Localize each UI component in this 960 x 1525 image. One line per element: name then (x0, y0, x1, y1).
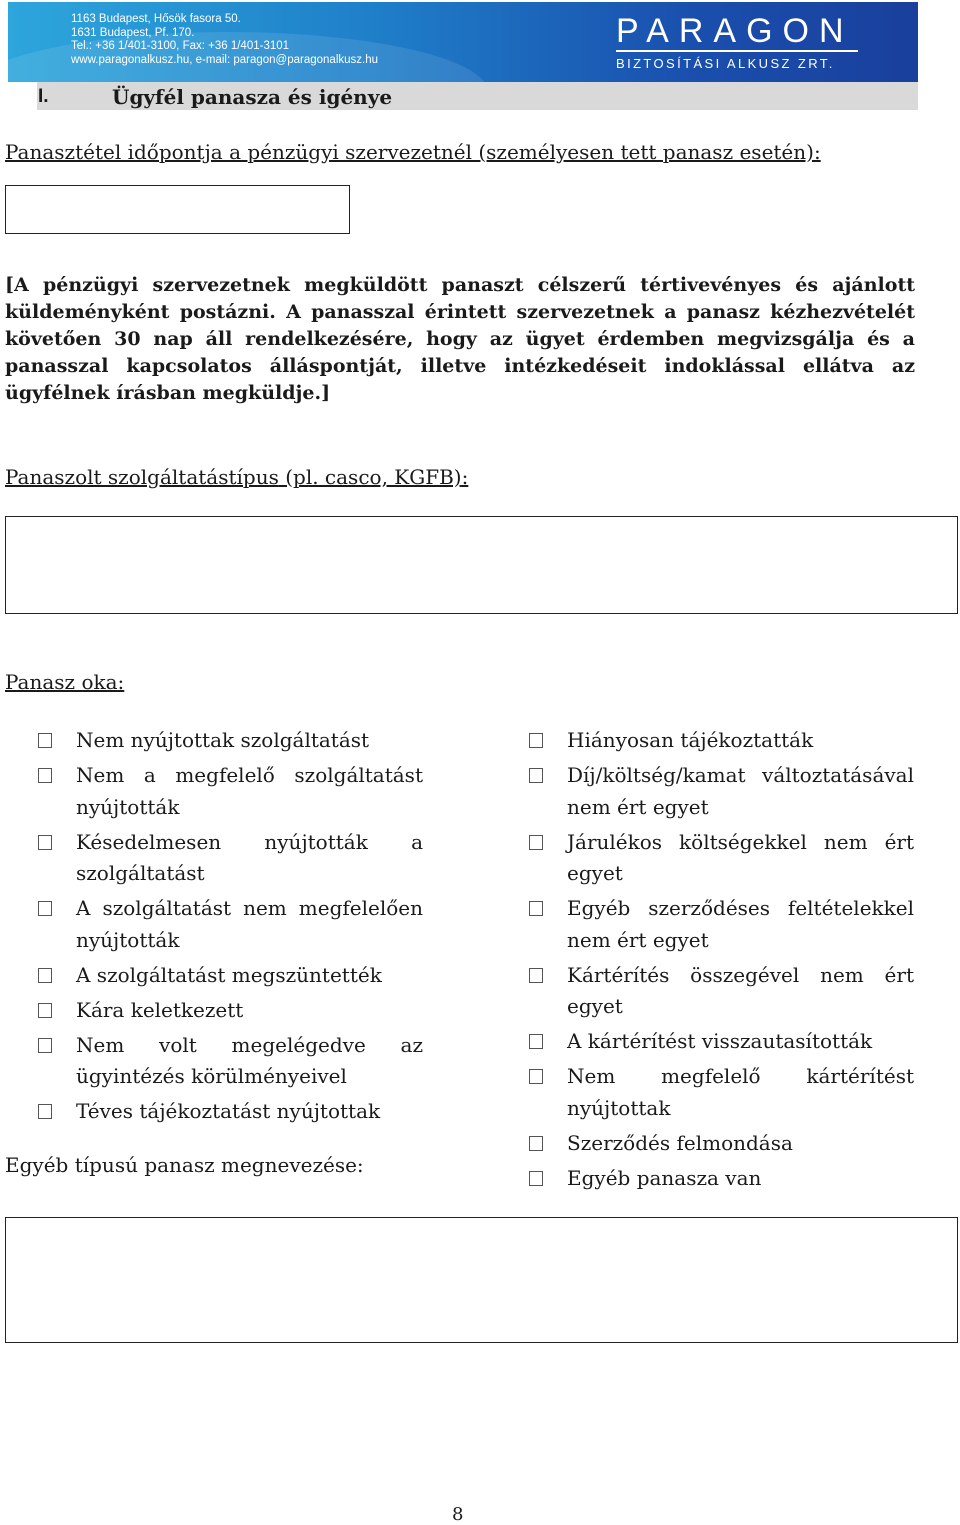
checkbox[interactable] (529, 1171, 543, 1186)
reason-option[interactable]: Egyéb panasza van (529, 1163, 914, 1195)
reason-option[interactable]: Kára keletkezett (38, 995, 423, 1027)
reason-option[interactable]: Nem megfelelő kártérítést nyújtottak (529, 1061, 914, 1124)
service-type-label-main: Panaszolt szolgáltatástípus (5, 465, 279, 489)
address-line: www.paragonalkusz.hu, e-mail: paragon@paragonalkusz.hu (71, 53, 379, 66)
service-type-label-colon: : (461, 465, 469, 489)
reason-option[interactable]: A szolgáltatást megszüntették (38, 960, 423, 992)
reason-option[interactable]: Nem volt megelégedve az ügyintézés körülményeivel (38, 1030, 423, 1093)
reason-options-right (529, 725, 914, 1198)
company-logo (616, 14, 866, 71)
complaint-reason-label: Panasz oka: (5, 670, 125, 694)
reason-option[interactable]: A kártérítést visszautasították (529, 1026, 914, 1058)
header-banner (8, 2, 918, 82)
checkbox[interactable] (529, 1136, 543, 1151)
address-line: Tel.: +36 1/401-3100, Fax: +36 1/401-3101 (71, 40, 290, 52)
section-number: I. (38, 86, 49, 107)
checkbox[interactable] (529, 768, 543, 783)
reason-option[interactable]: Kártérítés összegével nem ért egyet (529, 960, 914, 1023)
checkbox[interactable] (529, 901, 543, 916)
reason-option[interactable]: Késedelmesen nyújtották a szolgáltatást (38, 827, 423, 890)
checkbox[interactable] (38, 835, 52, 850)
reason-option[interactable]: A szolgáltatást nem megfelelően nyújtották (38, 893, 423, 956)
company-address (71, 13, 378, 67)
checkbox[interactable] (38, 1003, 52, 1018)
checkbox[interactable] (38, 1104, 52, 1119)
address-line: 1163 Budapest, Hősök fasora 50. (71, 13, 241, 25)
checkbox[interactable] (529, 835, 543, 850)
reason-option[interactable]: Hiányosan tájékoztatták (529, 725, 914, 757)
service-type-label (5, 465, 468, 489)
reason-option[interactable]: Téves tájékoztatást nyújtottak (38, 1096, 423, 1128)
checkbox[interactable] (529, 1069, 543, 1084)
reason-options-left (38, 725, 423, 1131)
logo-subtitle: BIZTOSÍTÁSI ALKUSZ ZRT. (616, 56, 835, 71)
complaint-date-field[interactable] (5, 185, 350, 234)
logo-rule (616, 50, 858, 52)
reason-option[interactable]: Nem nyújtottak szolgáltatást (38, 725, 423, 757)
service-type-field[interactable] (5, 516, 958, 614)
service-type-label-example: (pl. casco, KGFB) (278, 465, 462, 489)
other-type-label: Egyéb típusú panasz megnevezése: (5, 1153, 364, 1177)
checkbox[interactable] (38, 968, 52, 983)
address-line: 1631 Budapest, Pf. 170. (71, 26, 195, 39)
logo-wordmark: PARAGON (616, 12, 854, 50)
checkbox[interactable] (529, 733, 543, 748)
notice-paragraph: [A pénzügyi szervezetnek megküldött panaszt célszerű tértivevényes és ajánlott küldeményként postázni. A panasszal érintett szervezetnek a panasz kézhezvételét követően 30 nap áll rendelkezésére, hogy az ügyet érdemben megvizsgálja és a panasszal kapcsolatos álláspontját, illetve intézkedéseit indoklással ellátva az ügyfélnek írásban megküldje.] (5, 274, 915, 404)
other-type-field[interactable] (5, 1217, 958, 1343)
reason-option[interactable]: Járulékos költségekkel nem ért egyet (529, 827, 914, 890)
checkbox[interactable] (38, 733, 52, 748)
reason-option[interactable]: Nem a megfelelő szolgáltatást nyújtották (38, 760, 423, 823)
checkbox[interactable] (38, 901, 52, 916)
checkbox[interactable] (529, 1034, 543, 1049)
checkbox[interactable] (529, 968, 543, 983)
checkbox[interactable] (38, 1038, 52, 1053)
page-number: 8 (452, 1504, 464, 1525)
reason-option[interactable]: Szerződés felmondása (529, 1128, 914, 1160)
section-title: Ügyfél panasza és igénye (112, 85, 393, 109)
reason-option[interactable]: Egyéb szerződéses feltételekkel nem ért egyet (529, 893, 914, 956)
complaint-date-label: Panasztétel időpontja a pénzügyi szervezetnél (személyesen tett panasz esetén): (5, 140, 821, 164)
checkbox[interactable] (38, 768, 52, 783)
reason-option[interactable]: Díj/költség/kamat változtatásával nem ért egyet (529, 760, 914, 823)
